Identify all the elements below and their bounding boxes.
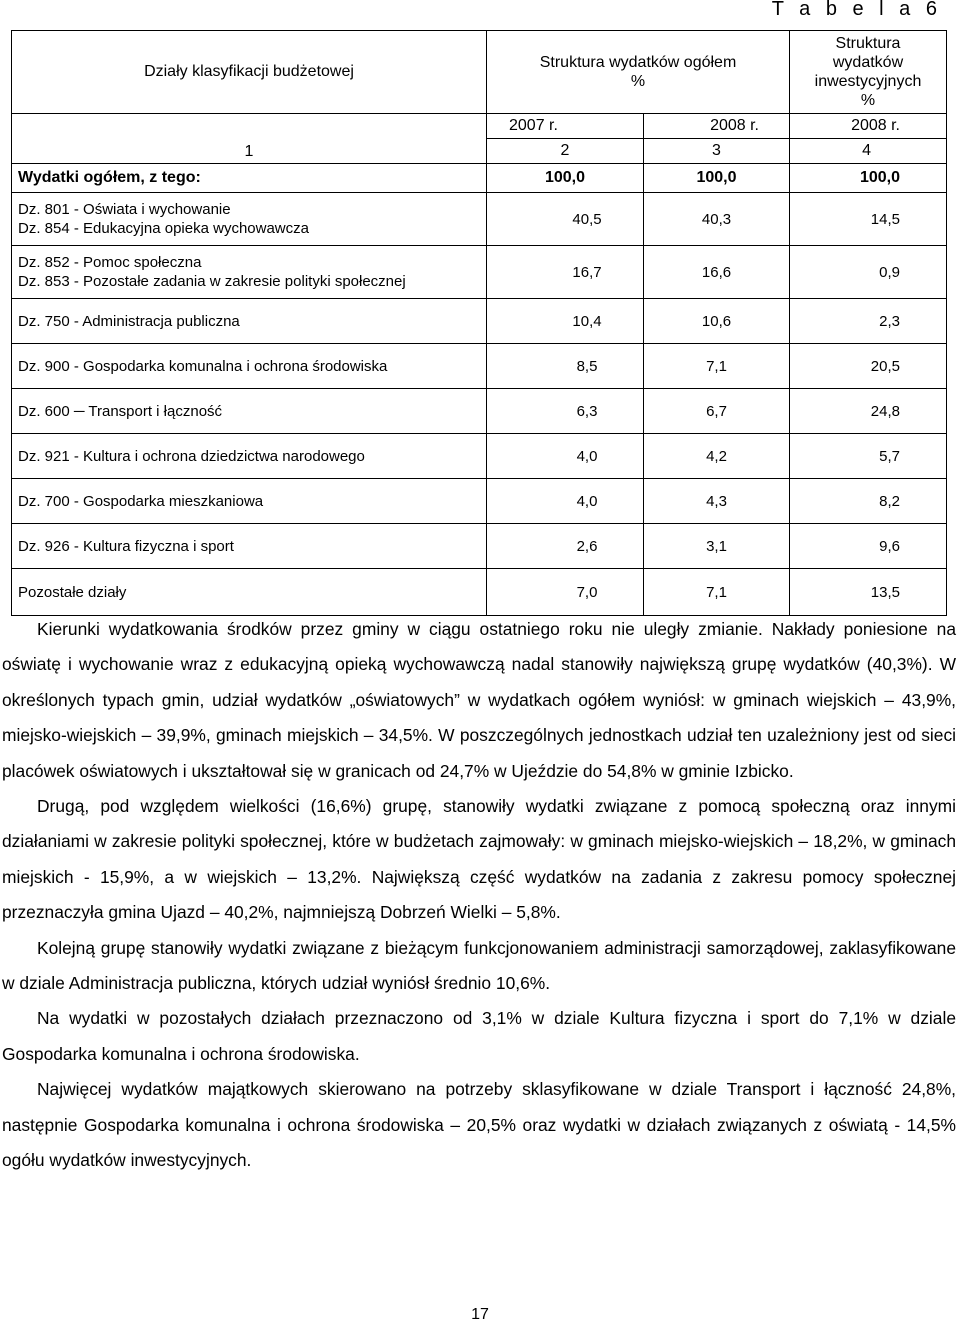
row-2007: 40,5: [487, 193, 644, 246]
page-number: 17: [471, 1306, 489, 1323]
row-label: Dz. 750 - Administracja publiczna: [12, 299, 487, 344]
expenditure-structure-table: [11, 30, 947, 616]
row-investment: 24,8: [790, 389, 947, 434]
row-2007: 2,6: [487, 524, 644, 569]
row-investment: 5,7: [790, 434, 947, 479]
row-label: Dz. 921 - Kultura i ochrona dziedzictwa narodowego: [12, 434, 487, 479]
row-2007: 4,0: [487, 479, 644, 524]
row-investment: 8,2: [790, 479, 947, 524]
table-row: [12, 344, 947, 389]
paragraph: Na wydatki w pozostałych działach przeznaczono od 3,1% w dziale Kultura fizyczna i sport do 7,1% w dziale Gospodarka komunalna i ochrona środowiska.: [2, 1008, 956, 1064]
total-row: [12, 164, 947, 193]
table-row: [12, 569, 947, 616]
col-num-1: 1: [12, 114, 487, 164]
row-2008: 6,7: [644, 389, 790, 434]
header-classification: Działy klasyfikacji budżetowej: [12, 31, 487, 114]
row-label: Dz. 900 - Gospodarka komunalna i ochrona środowiska: [12, 344, 487, 389]
row-2008: 16,6: [644, 246, 790, 299]
body-text: [2, 612, 956, 1179]
table-row: [12, 246, 947, 299]
row-2007: 6,3: [487, 389, 644, 434]
row-investment: 0,9: [790, 246, 947, 299]
row-label: Dz. 700 - Gospodarka mieszkaniowa: [12, 479, 487, 524]
header-total-structure: Struktura wydatków ogółem %: [487, 31, 790, 114]
year-2007: 2007 r.: [487, 114, 644, 139]
total-2007: 100,0: [487, 164, 644, 193]
row-2008: 40,3: [644, 193, 790, 246]
total-investment: 100,0: [790, 164, 947, 193]
row-investment: 9,6: [790, 524, 947, 569]
row-label: Dz. 926 - Kultura fizyczna i sport: [12, 524, 487, 569]
table-caption: T a b e l a 6: [771, 0, 942, 20]
year-2008-investment: 2008 r.: [790, 114, 947, 139]
row-2007: 16,7: [487, 246, 644, 299]
total-label: Wydatki ogółem, z tego:: [12, 164, 487, 193]
table-row: [12, 193, 947, 246]
row-2007: 4,0: [487, 434, 644, 479]
row-2007: 10,4: [487, 299, 644, 344]
table-row: [12, 434, 947, 479]
paragraph: Kierunki wydatkowania środków przez gminy w ciągu ostatniego roku nie uległy zmianie. Nakłady poniesione na oświatę i wychowanie wraz z edukacyjną opieką wychowawczą nadal stanowiły największą grupę wydatków (40,3%). W określonych typach gmin, udział wydatków „oświatowych” w wydatkach ogółem wyniósł: w gminach wiejskich – 43,9%, miejsko-wiejskich – 39,9%, gminach miejskich – 34,5%. W poszczególnych jednostkach udział ten uzależniony jest od sieci placówek oświatowych i ukształtował się w granicach od 24,7% w Ujeździe do 54,8% w gminie Izbicko.: [2, 619, 956, 781]
row-2008: 3,1: [644, 524, 790, 569]
header-investment-structure: Struktura wydatków inwestycyjnych %: [790, 31, 947, 114]
year-row: [12, 114, 947, 139]
paragraph: Drugą, pod względem wielkości (16,6%) grupę, stanowiły wydatki związane z pomocą społeczną oraz innymi działaniami w zakresie polityki społecznej, które w budżetach zajmowały: w gminach miejsko-wiejskich – 18,2%, w gminach miejskich - 15,9%, a w wiejskich – 13,2%. Największą część wydatków na zadania z zakresu pomocy społecznej przeznaczyła gmina Ujazd – 40,2%, najmniejszą Dobrzeń Wielki – 5,8%.: [2, 796, 956, 923]
row-investment: 14,5: [790, 193, 947, 246]
col-num-4: 4: [790, 139, 947, 164]
row-label: Pozostałe działy: [12, 569, 487, 616]
table-row: [12, 299, 947, 344]
row-label: Dz. 801 - Oświata i wychowanie Dz. 854 - Edukacyjna opieka wychowawcza: [12, 193, 487, 246]
row-label: Dz. 852 - Pomoc społeczna Dz. 853 - Pozostałe zadania w zakresie polityki społecznej: [12, 246, 487, 299]
col-num-3: 3: [644, 139, 790, 164]
table-row: [12, 389, 947, 434]
row-2008: 10,6: [644, 299, 790, 344]
header-row: [12, 31, 947, 114]
row-label: Dz. 600 ─ Transport i łączność: [12, 389, 487, 434]
paragraph: Najwięcej wydatków majątkowych skierowano na potrzeby sklasyfikowane w dziale Transport i łączność 24,8%, następnie Gospodarka komunalna i ochrona środowiska – 20,5% oraz wydatki w działach związanych z oświatą - 14,5% ogółu wydatków inwestycyjnych.: [2, 1079, 956, 1171]
col-num-2: 2: [487, 139, 644, 164]
row-investment: 13,5: [790, 569, 947, 616]
row-2007: 8,5: [487, 344, 644, 389]
row-investment: 2,3: [790, 299, 947, 344]
table-row: [12, 479, 947, 524]
row-investment: 20,5: [790, 344, 947, 389]
total-2008: 100,0: [644, 164, 790, 193]
year-2008: 2008 r.: [644, 114, 790, 139]
row-2008: 4,2: [644, 434, 790, 479]
row-2008: 4,3: [644, 479, 790, 524]
row-2008: 7,1: [644, 344, 790, 389]
table-row: [12, 524, 947, 569]
row-2007: 7,0: [487, 569, 644, 616]
paragraph: Kolejną grupę stanowiły wydatki związane z bieżącym funkcjonowaniem administracji samorządowej, zaklasyfikowane w dziale Administracja publiczna, których udział wyniósł średnio 10,6%.: [2, 937, 956, 994]
row-2008: 7,1: [644, 569, 790, 616]
